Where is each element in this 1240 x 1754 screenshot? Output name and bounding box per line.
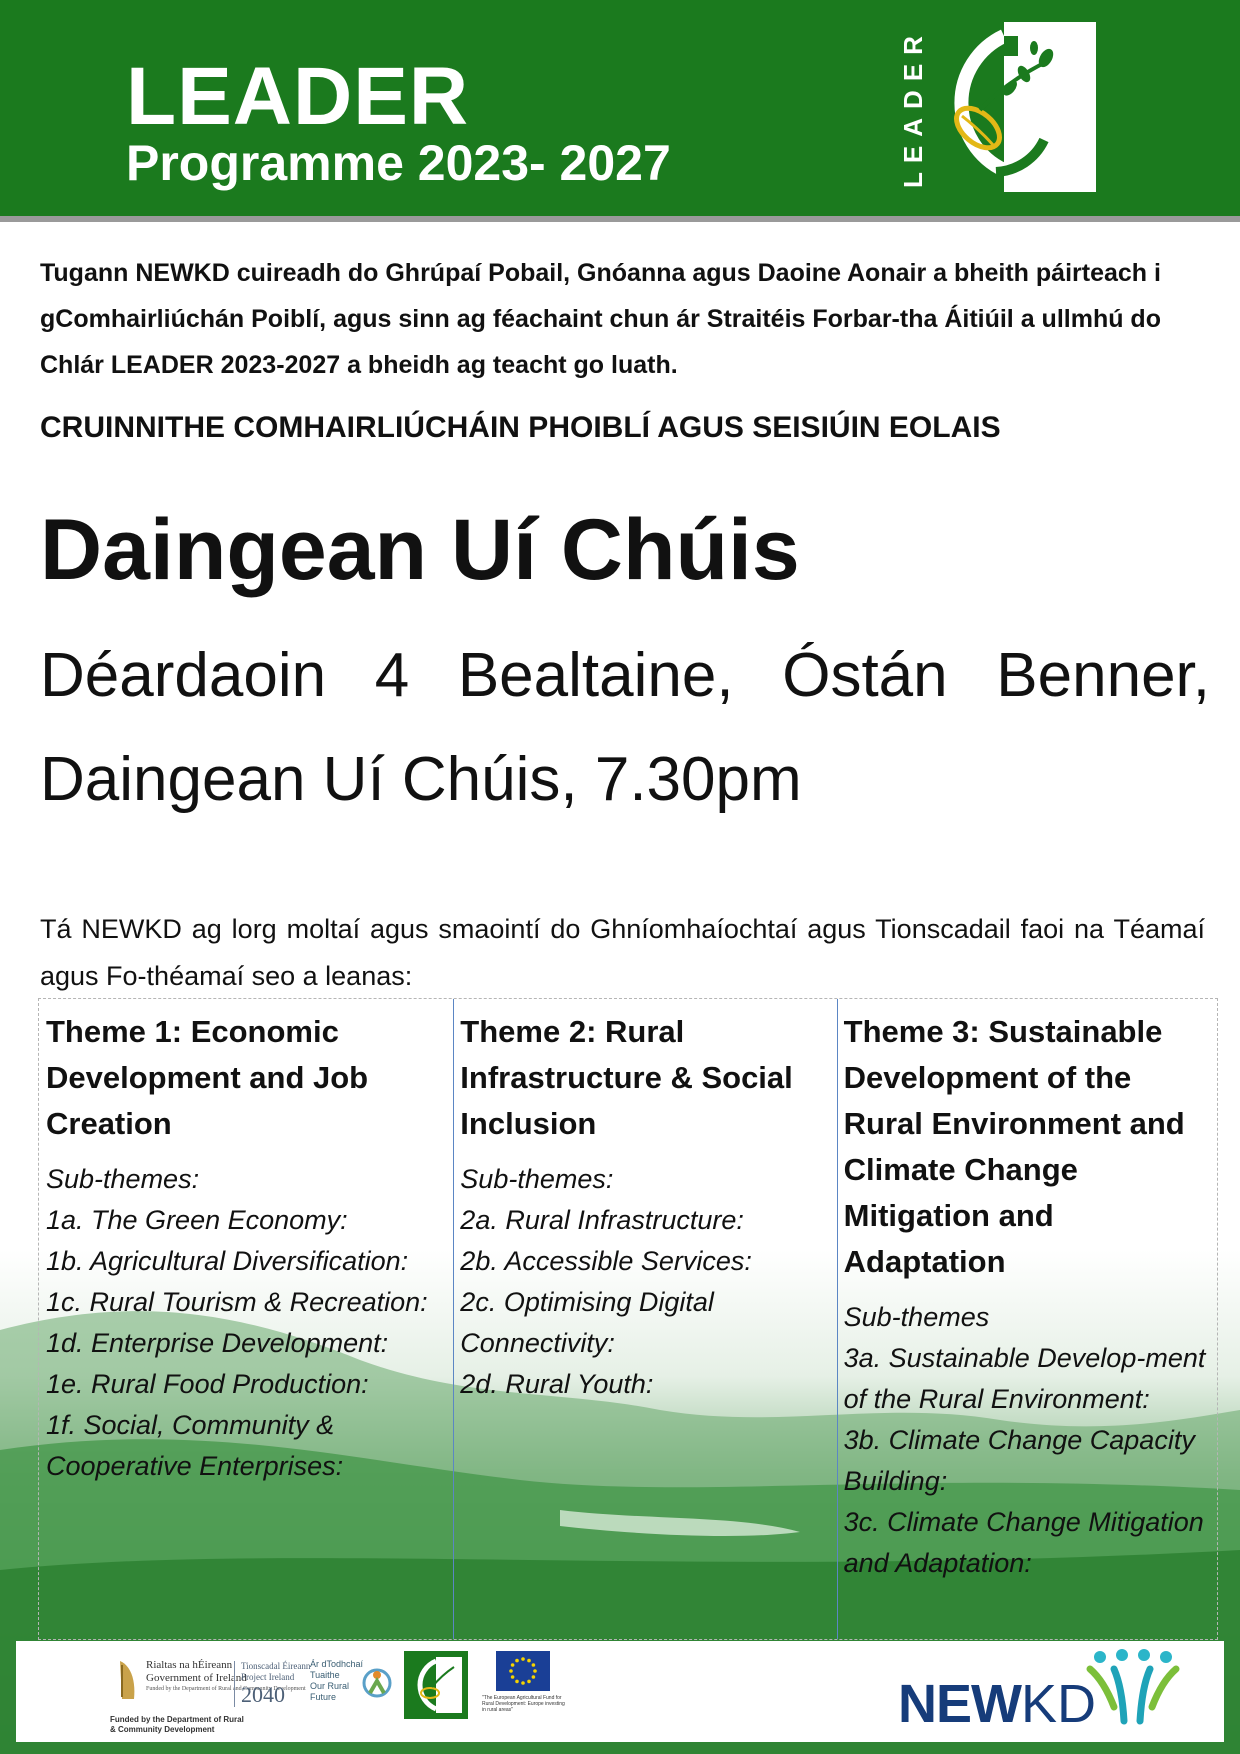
leader-logo (896, 22, 1102, 192)
subtheme-item: 1d. Enterprise Development: (46, 1328, 389, 1358)
subtheme-item: 3b. Climate Change Capacity Building: (843, 1425, 1195, 1496)
header-divider (0, 216, 1240, 222)
theme-title: Theme 3: Sustainable Development of the Rural Environment and Climate Change Mitigation and Adaptation (843, 1014, 1185, 1279)
subtheme-list (46, 1159, 447, 1487)
subtheme-list (460, 1159, 830, 1405)
subthemes-label: Sub-themes (843, 1302, 990, 1332)
subtheme-list (844, 1297, 1211, 1584)
subtheme-item: 2d. Rural Youth: (460, 1369, 654, 1399)
event-place: Daingean Uí Chúis (40, 502, 800, 598)
section-heading: CRUINNITHE COMHAIRLIÚCHÁIN PHOIBLÍ AGUS SEISIÚIN EOLAIS (40, 411, 1001, 444)
event-details: Déardaoin 4 Bealtaine, Óstán Benner, Daingean Uí Chúis, 7.30pm (40, 641, 1210, 814)
theme-column-2 (453, 999, 836, 1639)
newkd-people-icon (1084, 1647, 1184, 1727)
government-logo: Rialtas na hÉireann Government of Ireland Funded by the Department of Rural and Community Development (146, 1659, 306, 1692)
subtheme-item: 2b. Accessible Services: (460, 1246, 752, 1276)
leader-logo-text: LEADER (897, 26, 928, 188)
subtheme-item: 3a. Sustainable Develop-ment of the Rural Environment: (843, 1343, 1206, 1414)
programme-title: LEADER (126, 51, 470, 142)
theme-column-1 (39, 999, 453, 1639)
request-paragraph: Tá NEWKD ag lorg moltaí agus smaointí do Ghníomhaíochtaí agus Tionscadail faoi na Téamaí agus Fo-théamaí seo a leanas: (40, 914, 1205, 991)
funders-footer (16, 1641, 1224, 1742)
project-ireland-logo: Tionscadal Éireann Project Ireland 2040 (234, 1661, 310, 1707)
subtheme-item: 1b. Agricultural Diversification: (46, 1246, 409, 1276)
harp-icon (114, 1657, 140, 1703)
subtheme-item: 1f. Social, Community & Cooperative Enterprises: (46, 1410, 344, 1481)
subtheme-item: 2a. Rural Infrastructure: (460, 1205, 744, 1235)
leader-small-logo (404, 1651, 468, 1719)
themes-table (38, 998, 1218, 1640)
our-rural-future-logo: Ár dTodhchaí Tuaithe Our Rural Future (310, 1659, 364, 1702)
subthemes-label: Sub-themes: (460, 1164, 614, 1194)
funded-by-text: Funded by the Department of Rural & Community Development (110, 1715, 244, 1734)
newkd-logo-kd: KD (1020, 1674, 1096, 1734)
newkd-logo (898, 1671, 1096, 1734)
subtheme-item: 2c. Optimising Digital Connectivity: (460, 1287, 714, 1358)
newkd-logo-new: NEW (898, 1674, 1021, 1734)
programme-subtitle: Programme 2023- 2027 (126, 135, 671, 191)
subtheme-item: 1e. Rural Food Production: (46, 1369, 369, 1399)
subtheme-item: 1c. Rural Tourism & Recreation: (46, 1287, 428, 1317)
subthemes-label: Sub-themes: (46, 1164, 200, 1194)
eu-flag-icon (496, 1651, 550, 1691)
theme-title: Theme 2: Rural Infrastructure & Social Inclusion (460, 1014, 793, 1141)
theme-column-3 (837, 999, 1217, 1639)
subtheme-item: 3c. Climate Change Mitigation and Adaptation: (843, 1507, 1204, 1578)
rural-future-icon (362, 1663, 392, 1703)
eafrd-text: "The European Agricultural Fund for Rural Development: Europe investing in rural areas" (482, 1695, 565, 1713)
intro-paragraph: Tugann NEWKD cuireadh do Ghrúpaí Pobail, Gnóanna agus Daoine Aonair a bheith páirteach i gComhairliúchán Poiblí, agus sinn ag féachaint chun ár Straitéis Forbar-tha Áitiúil a ullmhú do Chlár LEADER 2023-2027 a bheidh ag teacht go luath. (40, 259, 1161, 379)
subtheme-item: 1a. The Green Economy: (46, 1205, 348, 1235)
header-banner (0, 0, 1240, 216)
theme-title: Theme 1: Economic Development and Job Creation (46, 1014, 369, 1141)
